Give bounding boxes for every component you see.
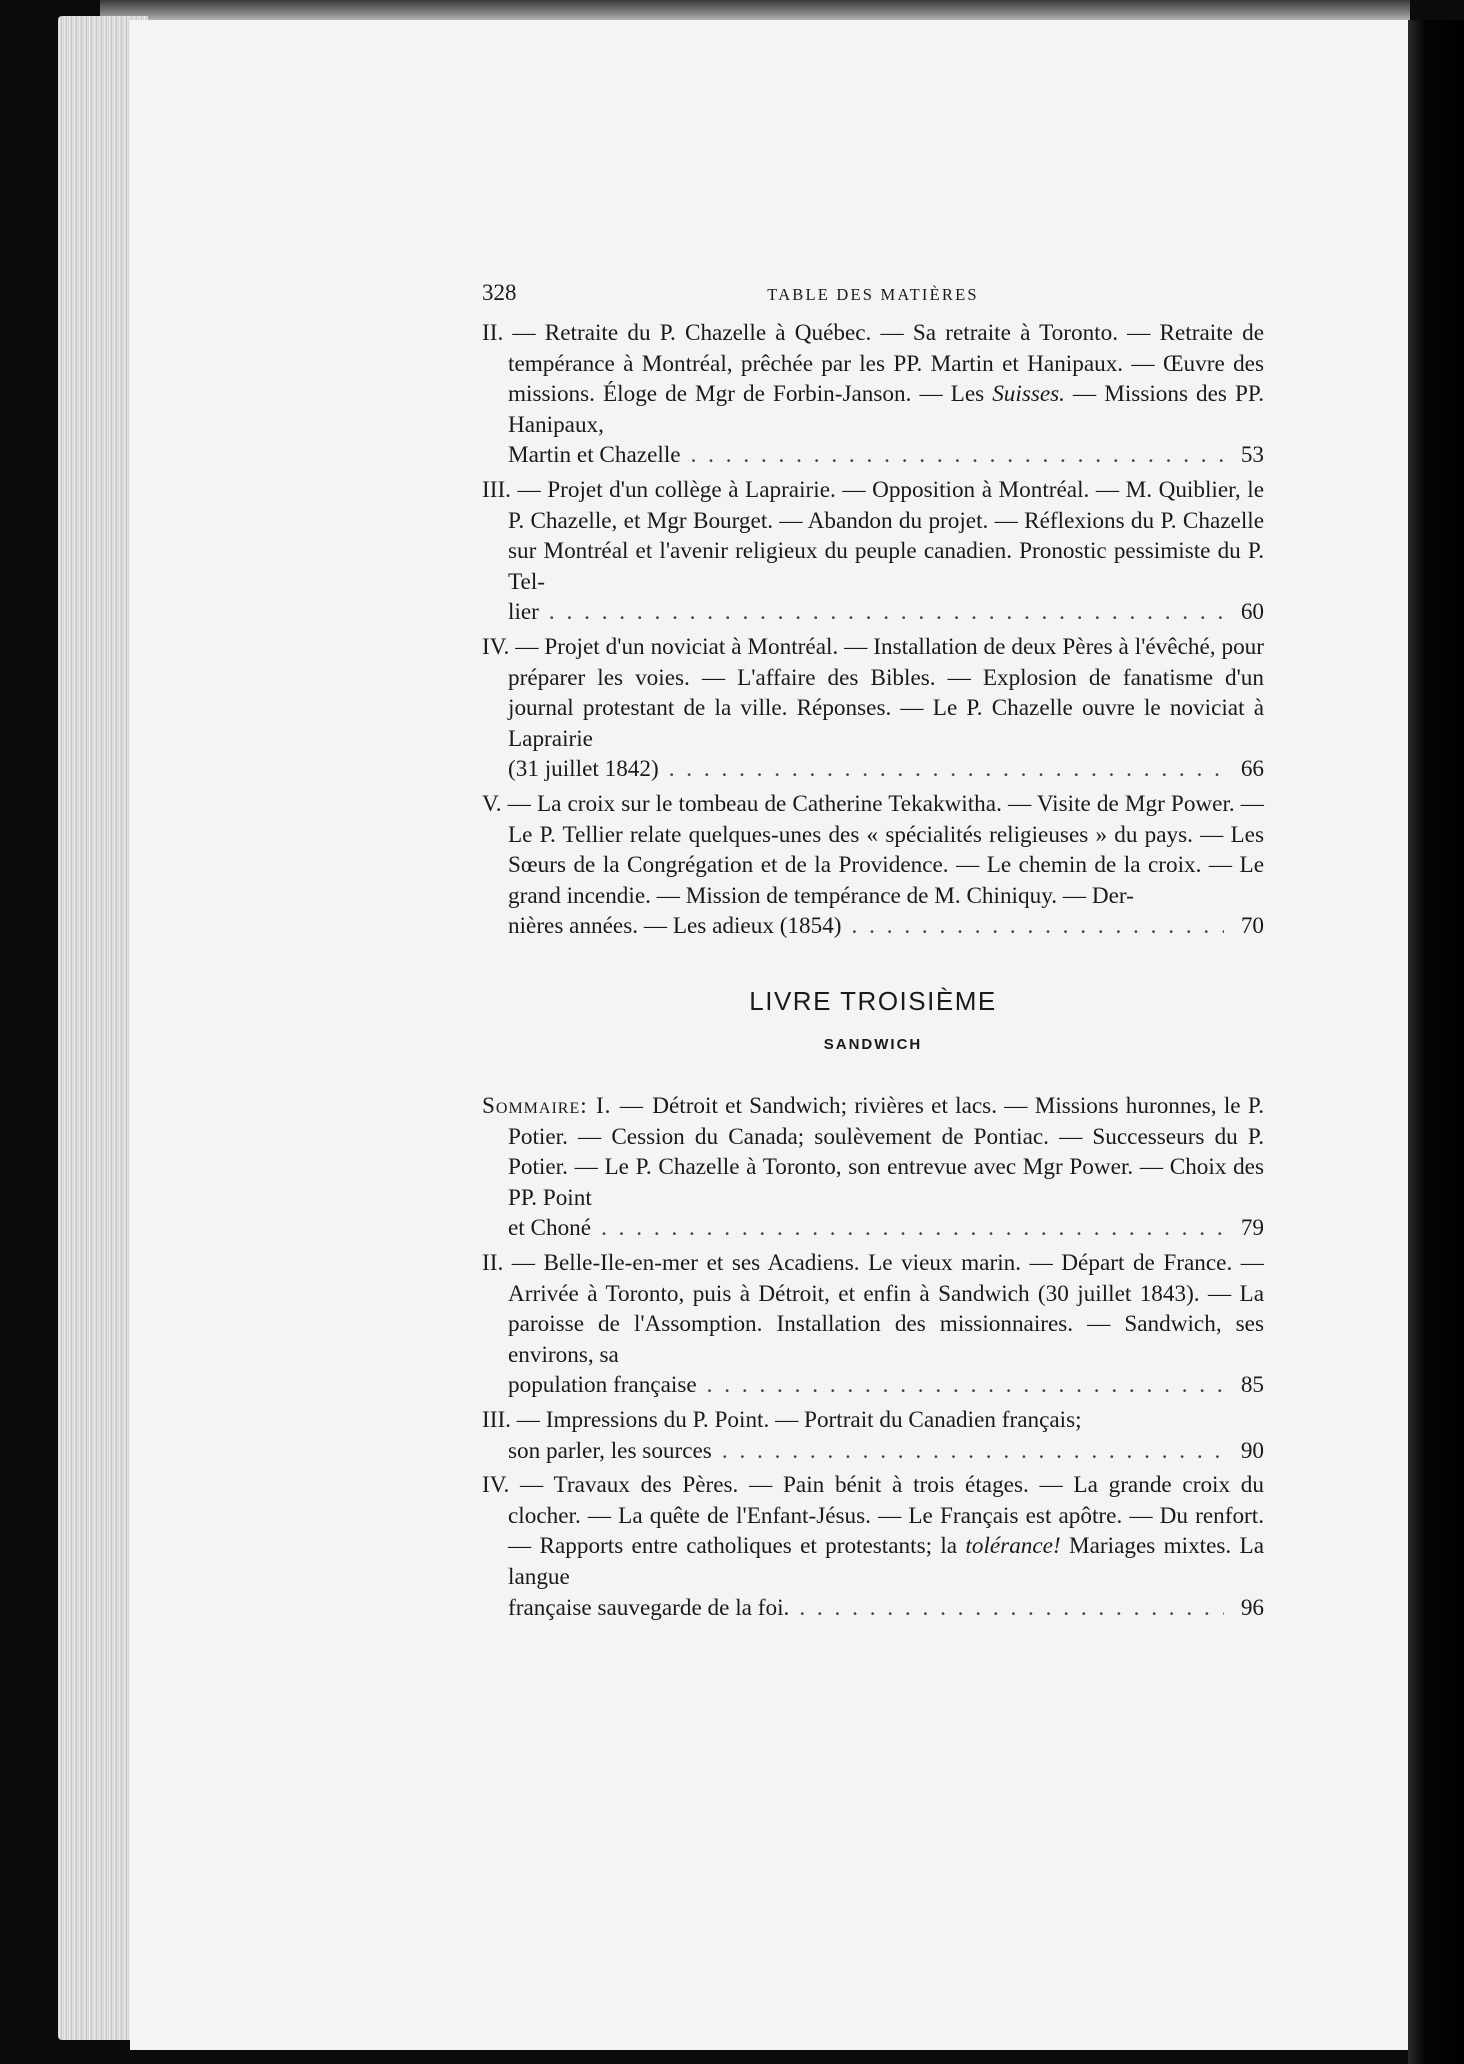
entry-number: IV. — [482,633,545,660]
entry-italic: tolérance! [965,1533,1061,1560]
page-content [482,272,1264,1627]
entry-text: Projet d'un noviciat à Montréal. — Installation de deux Pères à l'évêché, pour préparer les voies. — L'affaire des Bibles. — Explosion de fanatisme d'un journal protestant de la ville. Réponses. — Le P. Chazelle ouvre le noviciat à Laprairie [508,633,1264,752]
toc-part-2 [482,1091,1264,1623]
entry-page: 53 [1240,442,1264,469]
entry-number: Sommaire: I. — [482,1093,653,1120]
dot-leader [691,440,1224,471]
entry-page: 85 [1240,1372,1264,1399]
entry-last-line: lier [508,599,539,626]
entry-text: Détroit et Sandwich; rivières et lacs. — Missions huronnes, le P. Potier. — Cession du Canada; soulèvement de Pontiac. — Successeurs du P. Potier. — Le P. Chazelle à Toronto, son entrevue avec Mgr Power. — Choix des PP. Point [508,1093,1264,1211]
entry-text: Projet d'un collège à Laprairie. — Opposition à Montréal. — M. Quiblier, le P. Chazelle, et Mgr Bourget. — Abandon du projet. — Réflexions du P. Chazelle sur Montréal et l'avenir religieux du peuple canadien. Pronostic pessimiste du P. Tel- [508,476,1264,595]
entry-last-line: française sauvegarde de la foi. [508,1594,790,1621]
entry-number: III. — [482,1407,546,1433]
gutter-shadow [1408,20,1464,2064]
toc-part-1 [482,318,1264,942]
dot-leader [669,754,1224,785]
entry-number: IV. — [482,1472,554,1499]
entry-number: II. — [482,320,545,346]
entry-number: III. — [482,476,548,503]
entry-number: II. — [482,1250,544,1277]
dot-leader [852,911,1224,942]
entry-last-line: population française [508,1372,697,1399]
entry-last-line: (31 juillet 1842) [508,756,659,783]
toc-entry [482,1091,1264,1244]
dot-leader [722,1436,1224,1467]
entry-text-cont: Mariages mixtes. La langue [508,1533,1264,1590]
toc-entry [482,789,1264,942]
entry-last-line: Martin et Chazelle [508,442,681,469]
toc-entry [482,318,1264,471]
entry-text: Retraite du P. Chazelle à Québec. — Sa retraite à Toronto. — Retraite de tempérance à Montréal, prêchée par les PP. Martin et Hanipaux. — Œuvre des missions. Éloge de Mgr de Forbin-Janson. — Les [508,320,1264,408]
dot-leader [549,597,1224,628]
entry-page: 96 [1240,1594,1264,1621]
entry-text: La croix sur le tombeau de Catherine Tekakwitha. — Visite de Mgr Power. — Le P. Tellier relate quelques-unes des « spécialités religieuses » du pays. — Les Sœurs de la Congrégation et de la Providence. — Le chemin de la croix. — Le grand incendie. — Mission de tempérance de M. Chiniquy. — Der- [508,790,1264,909]
page-number: 328 [482,280,517,305]
entry-page: 66 [1240,756,1264,783]
entry-text: Belle-Ile-en-mer et ses Acadiens. Le vieux marin. — Départ de France. — Arrivée à Toronto, puis à Détroit, et enfin à Sandwich (30 juillet 1843). — La paroisse de l'Assomption. Installation des missionnaires. — Sandwich, ses environs, sa [508,1250,1264,1368]
entry-number: V. — [482,790,537,817]
toc-entry [482,1405,1264,1466]
dot-leader [601,1213,1224,1244]
toc-entry [482,1470,1264,1623]
entry-page: 90 [1240,1437,1264,1464]
toc-entry [482,475,1264,628]
running-head [482,272,1264,318]
toc-entry [482,632,1264,785]
entry-last-line: son parler, les sources [508,1437,712,1464]
section-title: LIVRE TROISIÈME [749,985,997,1016]
entry-italic: Suisses. [992,381,1065,408]
entry-page: 60 [1240,599,1264,626]
section-subtitle: SANDWICH [823,1036,923,1054]
toc-entry [482,1248,1264,1401]
entry-text-cont: — Missions des PP. Hanipaux, [508,381,1264,438]
running-title: TABLE DES MATIÈRES [767,285,979,304]
dot-leader [799,1593,1224,1624]
entry-last-line: nières années. — Les adieux (1854) [508,913,842,940]
entry-page: 70 [1240,913,1264,940]
entry-page: 79 [1240,1215,1264,1242]
dot-leader [707,1370,1224,1401]
entry-text: Travaux des Pères. — Pain bénit à trois étages. — La grande croix du clocher. — La quête de l'Enfant-Jésus. — Le Français est apôtre. — Du renfort. — Rapports entre catholiques et protestants; la [508,1472,1264,1560]
entry-last-line: et Choné [508,1215,592,1242]
entry-text: Impressions du P. Point. — Portrait du Canadien français; [545,1407,1082,1433]
